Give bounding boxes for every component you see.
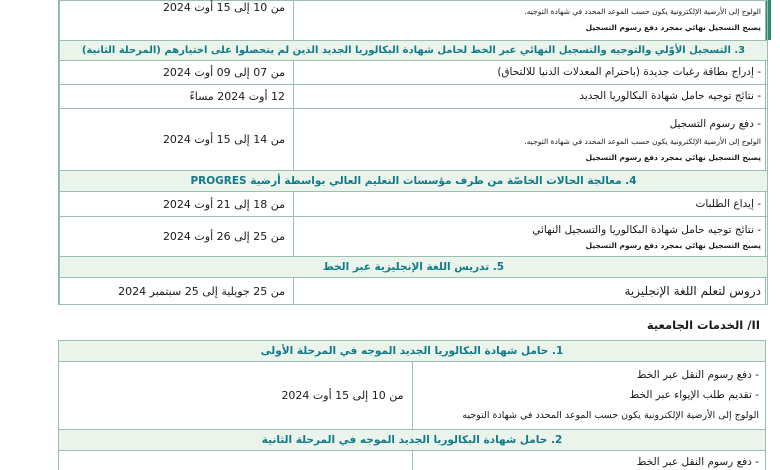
section-header	[59, 430, 766, 451]
section-header	[59, 341, 766, 362]
activity-cell	[294, 278, 768, 305]
date-cell: من 25 إلى 26 أوت 2024	[60, 217, 294, 257]
sub-2-title: 2. حامل شهادة البكالوريا الجديد الموجه في المرحلة الثانية	[59, 430, 766, 451]
activity-text: - دفع رسوم التسجيل	[669, 117, 761, 130]
part-2-title: II/ الخدمات الجامعية	[646, 318, 760, 332]
table-row	[60, 109, 768, 171]
activity-text: - دفع رسوم النقل عبر الخط	[636, 369, 759, 381]
activity-text: - دفع رسوم النقل عبر الخط	[636, 456, 759, 468]
date-cell: من 10 إلى 15 أوت 2024	[60, 1, 294, 41]
note-bold-text: يصبح التسجيل نهائي بمجرد دفع رسوم التسجيل	[585, 22, 761, 32]
section-header	[60, 257, 768, 278]
note-text: الولوج إلى الأرضية الإلكترونية يكون حسب الموعد المحدد في شهادة التوجيه.	[524, 6, 761, 16]
table-row	[60, 217, 768, 257]
section-4-title: 4. معالجة الحالات الخاصّة من طرف مؤسسات التعليم العالي بواسطة أرضية PROGRES	[60, 171, 768, 192]
section-3-title: 3. التسجيل الأوّلي والتوجيه والتسجيل النهائي عبر الخط لحامل شهادة البكالوريا الجديد الذين لم يتحصلوا على اختيارهم (المرحلة الثانية)	[60, 41, 768, 61]
date-cell: 12 أوت 2024 مساءً	[60, 85, 294, 109]
note-text: الولوج إلى الأرضية الإلكترونية يكون حسب الموعد المحدد في شهادة التوجيه	[462, 410, 759, 421]
date-cell: من 10 إلى 15 أوت 2024	[59, 362, 413, 430]
activity-text: دروس لتعلم اللغة الإنجليزية	[624, 284, 761, 298]
section-5-title: 5. تدريس اللغة الإنجليزية عبر الخط	[60, 257, 768, 278]
activity-cell	[294, 109, 768, 171]
note-text: الولوج إلى الأرضية الإلكترونية يكون حسب الموعد المحدد في شهادة التوجيه.	[524, 136, 761, 146]
table-row	[59, 362, 766, 430]
date-cell	[59, 451, 413, 470]
activity-cell	[294, 1, 768, 41]
date-cell: من 25 جويلية إلى 25 سبتمبر 2024	[60, 278, 294, 305]
table-row	[60, 278, 768, 305]
table-row	[60, 61, 768, 85]
activity-cell	[294, 61, 768, 85]
activity-text: - نتائج توجيه حامل شهادة البكالوريا والتسجيل النهائي	[532, 223, 761, 236]
table-row	[60, 192, 768, 217]
activity-cell	[412, 362, 766, 430]
date-cell: من 07 إلى 09 أوت 2024	[60, 61, 294, 85]
activity-text: - تقديم طلب الإيواء عبر الخط	[629, 389, 759, 401]
schedule-table-1	[58, 0, 766, 305]
note-bold-text: يصبح التسجيل نهائي بمجرد دفع رسوم التسجيل	[585, 152, 761, 162]
sub-1-title: 1. حامل شهادة البكالوريا الجديد الموجه في المرحلة الأولى	[59, 341, 766, 362]
section-header	[60, 41, 768, 61]
schedule-table-2	[58, 340, 766, 470]
note-bold-text: يصبح التسجيل نهائي بمجرد دفع رسوم التسجيل	[585, 240, 761, 250]
activity-cell	[294, 192, 768, 217]
activity-text: - إيداع الطلبات	[695, 197, 761, 210]
activity-text: - إدراج بطاقة رغبات جديدة (باحترام المعدلات الدنيا للالتحاق)	[497, 66, 761, 78]
table-row	[59, 451, 766, 470]
activity-cell	[412, 451, 766, 470]
date-cell: من 14 إلى 15 أوت 2024	[60, 109, 294, 171]
activity-text: - نتائج توجيه حامل شهادة البكالوريا الجديد	[579, 90, 761, 102]
activity-cell	[294, 217, 768, 257]
date-cell: من 18 إلى 21 أوت 2024	[60, 192, 294, 217]
activity-cell	[294, 85, 768, 109]
table-row	[60, 1, 768, 41]
section-header	[60, 171, 768, 192]
table-row	[60, 85, 768, 109]
